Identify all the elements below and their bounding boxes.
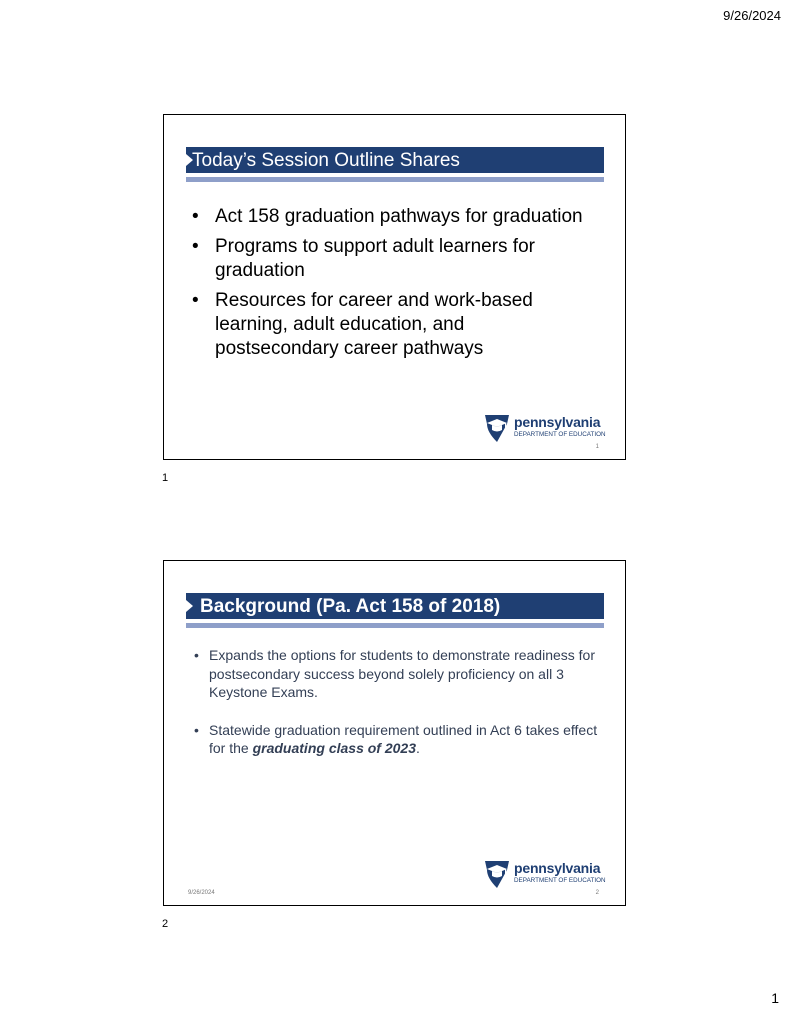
keystone-mortarboard-icon xyxy=(483,412,511,442)
logo-department: DEPARTMENT OF EDUCATION xyxy=(514,431,606,438)
bullet-item: • Resources for career and work-based learning, adult education, and postsecondary career pathways xyxy=(192,289,592,361)
slide-label: 2 xyxy=(162,918,169,930)
slide-title-bar xyxy=(186,147,604,173)
page-date: 9/26/2024 xyxy=(723,8,781,23)
logo-department: DEPARTMENT OF EDUCATION xyxy=(514,877,606,884)
keystone-mortarboard-icon xyxy=(483,858,511,888)
bullet-text: Statewide graduation requirement outlined in Act 6 takes effect for the xyxy=(209,721,598,756)
bullet-list xyxy=(192,646,607,758)
pa-education-logo xyxy=(483,858,606,892)
slide-1 xyxy=(163,114,626,460)
logo-name: pennsylvania xyxy=(514,860,601,876)
page-number: 1 xyxy=(771,990,779,1006)
bullet-item: • Expands the options for students to demonstrate readiness for postsecondary success beyond solely proficiency on all 3 Keystone Exams. xyxy=(192,646,607,702)
logo-name: pennsylvania xyxy=(514,414,601,430)
bullet-item: • Act 158 graduation pathways for graduation xyxy=(192,205,592,229)
chevron-right-icon xyxy=(186,600,193,612)
bullet-text-end: . xyxy=(416,740,420,756)
title-underline xyxy=(186,623,604,628)
slide-title: Background (Pa. Act 158 of 2018) xyxy=(200,596,501,617)
slide-label: 1 xyxy=(162,472,169,484)
slide-title-bar xyxy=(186,593,604,619)
slide-footer-number: 2 xyxy=(595,890,599,896)
pa-education-logo xyxy=(483,412,606,446)
slide-2 xyxy=(163,560,626,906)
title-underline xyxy=(186,177,604,182)
bullet-emphasis: graduating class of 2023 xyxy=(252,740,416,756)
slide-title: Today’s Session Outline Shares xyxy=(192,150,460,171)
bullet-item xyxy=(192,721,607,758)
slide-footer-number: 1 xyxy=(595,444,599,450)
bullet-item: • Programs to support adult learners for graduation xyxy=(192,235,592,283)
bullet-list xyxy=(192,205,592,367)
slide-footer-date: 9/26/2024 xyxy=(188,890,215,896)
